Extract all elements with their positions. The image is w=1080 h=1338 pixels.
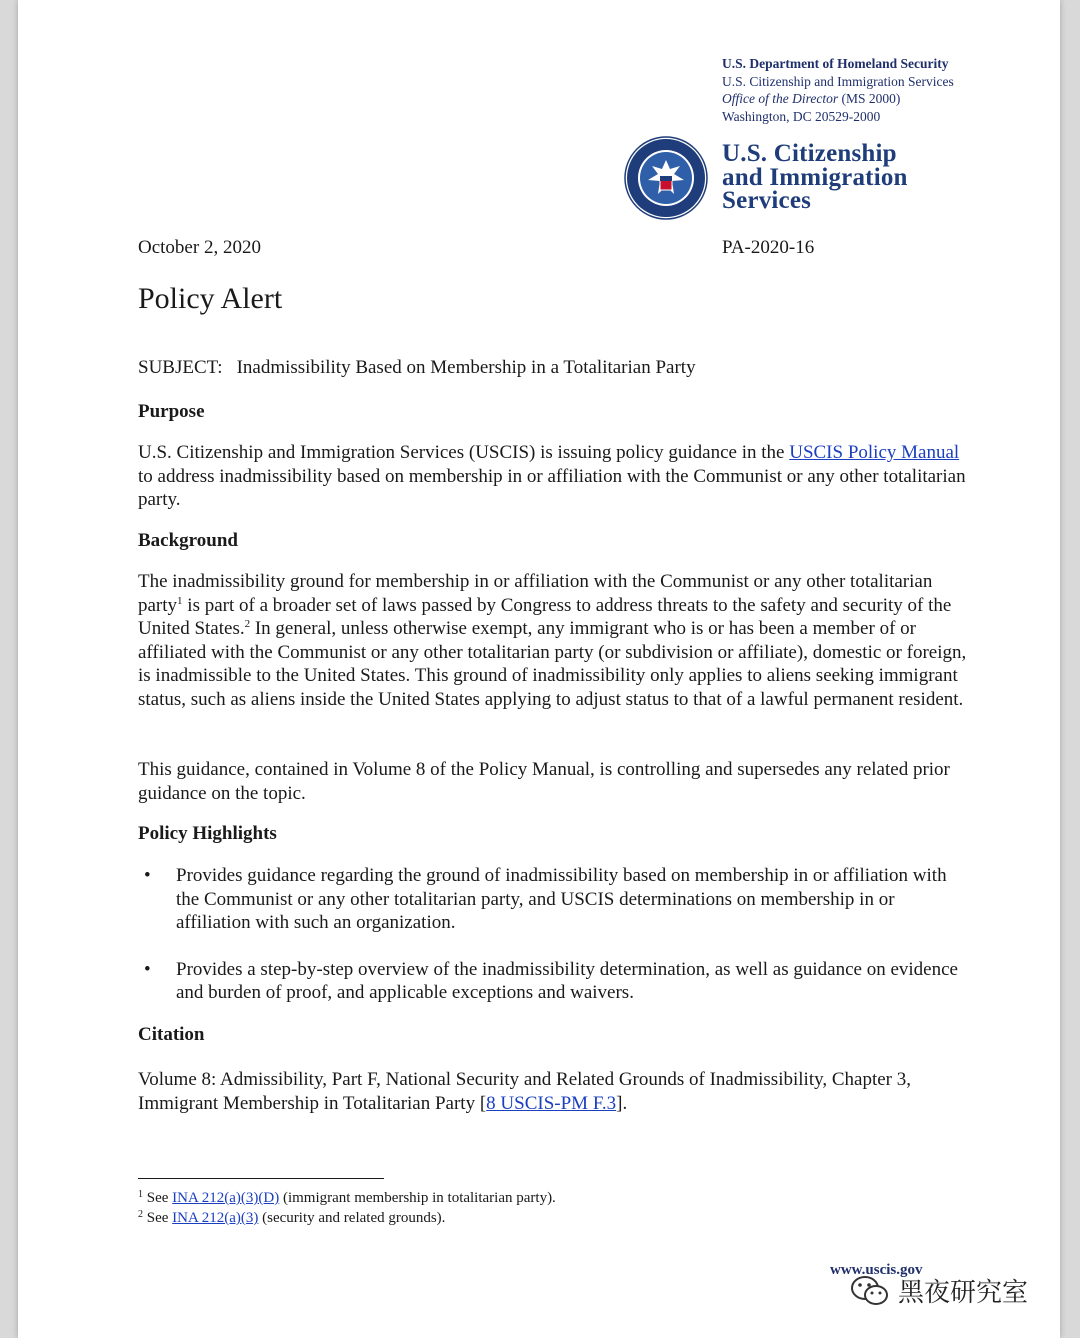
alert-date: October 2, 2020 xyxy=(138,237,261,258)
agency-address-block xyxy=(722,55,954,125)
purpose-heading: Purpose xyxy=(138,401,205,422)
bullet-icon: • xyxy=(144,958,151,980)
background-text-c: In general, unless otherwise exempt, any immigrant who is or has been a member of or affiliated with the Communist or any other totalitarian party (or subdivision or affiliate), domestic or foreign, is inadmissible to the United States. This ground of inadmissibility only applies to aliens seeking immigrant status, such as aliens inside the United States applying to adjust status to that of a lawful permanent resident. xyxy=(138,618,967,710)
footnote-2 xyxy=(138,1208,556,1228)
page-title: Policy Alert xyxy=(138,282,283,315)
background-text-b: is part of a broader set of laws passed by Congress to address threats to the safety and security of the United States. xyxy=(138,594,952,639)
highlight-text: Provides a step-by-step overview of the inadmissibility determination, as well as guidance on evidence and burden of proof, and applicable exceptions and waivers. xyxy=(176,958,958,1003)
document-page xyxy=(18,0,1060,1338)
subject-text: Inadmissibility Based on Membership in a Totalitarian Party xyxy=(236,357,696,378)
ina-212-a-3-d-link[interactable]: INA 212(a)(3)(D) xyxy=(172,1190,280,1206)
footnote-prefix: See xyxy=(143,1190,173,1206)
office-code: (MS 2000) xyxy=(841,91,901,106)
citation-text-end: ]. xyxy=(616,1092,628,1114)
department-name: U.S. Department of Homeland Security xyxy=(722,56,949,71)
purpose-paragraph xyxy=(138,441,978,512)
uscis-pm-f3-link[interactable]: 8 USCIS-PM F.3 xyxy=(486,1092,617,1114)
highlight-text: Provides guidance regarding the ground of inadmissibility based on membership in or affiliation with the Communist or any other totalitarian party, and USCIS determinations on membership in or affiliation with such an organization. xyxy=(176,865,947,933)
purpose-text-start: U.S. Citizenship and Immigration Services (USCIS) is issuing policy guidance in the xyxy=(138,442,790,463)
uscis-policy-manual-link[interactable]: USCIS Policy Manual xyxy=(789,442,960,463)
office-name: Office of the Director xyxy=(722,91,839,106)
citation-heading: Citation xyxy=(138,1024,205,1045)
footnote-number: 2 xyxy=(138,1209,143,1220)
agency-name: U.S. Citizenship and Immigration Services xyxy=(722,73,954,89)
citation-paragraph xyxy=(138,1068,978,1115)
list-item xyxy=(138,864,958,935)
uscis-wordmark xyxy=(722,142,908,213)
footnote-text: (security and related grounds). xyxy=(258,1210,446,1226)
background-paragraph-2: This guidance, contained in Volume 8 of the Policy Manual, is controlling and supersedes any related prior guidance on the topic. xyxy=(138,759,950,804)
footnote-ref-1[interactable]: 1 xyxy=(177,594,183,607)
wordmark-line-3: Services xyxy=(722,187,812,214)
dhs-seal-icon xyxy=(624,136,708,220)
background-paragraph-1 xyxy=(138,570,978,711)
background-text-a: The inadmissibility ground for membership in or affiliation with the Communist or any other totalitarian party xyxy=(138,571,933,616)
ina-212-a-3-link[interactable]: INA 212(a)(3) xyxy=(172,1210,259,1226)
footnotes xyxy=(138,1188,556,1228)
bullet-icon: • xyxy=(144,865,151,886)
wordmark-line-1: U.S. Citizenship xyxy=(722,140,897,167)
citation-text-start: Volume 8: Admissibility, Part F, National Security and Related Grounds of Inadmissibility, Chapter 3, Immigrant Membership in Totalitarian Party [ xyxy=(138,1069,912,1114)
watermark-text: 黑夜研究室 xyxy=(898,1278,1029,1308)
wechat-watermark xyxy=(850,1272,1028,1309)
highlights-list xyxy=(138,864,958,1028)
footnote-1 xyxy=(138,1188,556,1208)
footnote-ref-2[interactable]: 2 xyxy=(244,618,251,630)
highlights-heading: Policy Highlights xyxy=(138,823,277,844)
purpose-text-end: to address inadmissibility based on membership in or affiliation with the Communist or any other totalitarian party. xyxy=(138,465,966,510)
office-line xyxy=(722,90,954,108)
subject-line xyxy=(138,357,696,379)
background-heading: Background xyxy=(138,530,238,551)
website-url[interactable]: www.uscis.gov xyxy=(830,1262,923,1278)
alert-number: PA-2020-16 xyxy=(722,237,815,258)
wechat-logo-icon xyxy=(850,1274,890,1308)
footnote-divider xyxy=(138,1178,384,1179)
subject-label: SUBJECT: xyxy=(138,357,223,378)
footnote-prefix: See xyxy=(143,1210,173,1226)
wordmark-line-2: and Immigration xyxy=(722,163,908,191)
list-item xyxy=(138,958,958,1005)
footnote-number: 1 xyxy=(138,1189,143,1200)
footnote-text: (immigrant membership in totalitarian party). xyxy=(279,1190,556,1206)
agency-address: Washington, DC 20529-2000 xyxy=(722,108,881,124)
